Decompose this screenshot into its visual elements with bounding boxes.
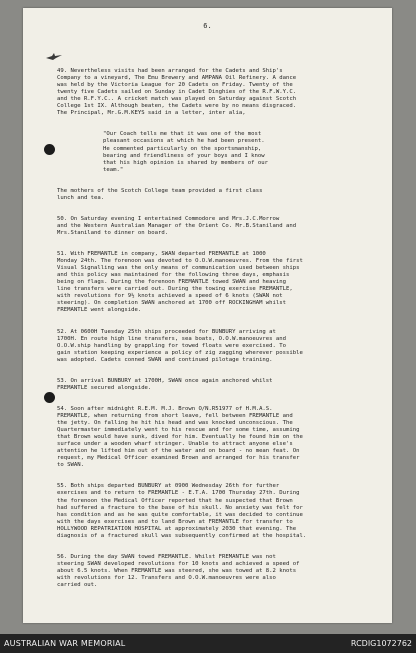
paragraph-49: 49. Nevertheless visits had been arranged for the Cadets and Ship's Company to a vineyard, The Emu Brewery and AMPANA Oil Refinery. A dance was held by the Victoria League for 20 Cadets on Friday. Twenty of the twenty five Cadets sailed on Sunday in Cadet Dinghies of the R.F.W.Y.C. and the R.F.Y.C.. A cricket match was played on Saturday against Scotch College 1st IX. Although beaten, the Cadets were by no means disgraced. The Principal, Mr.G.M.KEYS said in a letter, inter alia, bbox=[57, 68, 297, 117]
record-id: RCDIG1072762 bbox=[350, 639, 412, 648]
paragraph-51: 51. With FREMANTLE in company, SWAN departed FREMANTLE at 1000 Monday 24th. The forenoon was devoted to O.O.W.manoeuvres. From the first Visual Signalling was the only means of communication used between ships and this policy was maintained for the following three days, emphasis being on flags. During the forenoon FREMANTLE towed SWAN and heaving line transfers were carried out. During the towing exercise FREMANTLE, with revolutions for 9½ knots achieved a speed of 6 knots (SWAN not steering). On completion SWAN anchored at 1700 off ROCKINGHAM whilst FREMANTLE went alongside. bbox=[57, 251, 303, 314]
paragraph-52: 52. At 0600H Tuesday 25th ships proceeded for BUNBURY arriving at 1700H. En route high line transfers, sea boats, O.O.W.manoeuvres and O.O.W.ship handling by grappling for towed floats were exercised. To gain station keeping experience a policy of zig zagging wherever possible was adopted. Cadets conned SWAN and continued pilotage training. bbox=[57, 328, 303, 363]
paragraph-lunch: The mothers of the Scotch College team provided a first class lunch and tea. bbox=[57, 187, 263, 201]
punch-hole bbox=[44, 144, 55, 155]
punch-hole bbox=[44, 392, 55, 403]
bird-mark-icon bbox=[45, 52, 63, 61]
document-page bbox=[23, 8, 392, 623]
archive-name: AUSTRALIAN WAR MEMORIAL bbox=[4, 639, 126, 648]
paragraph-54: 54. Soon after midnight R.E.M. M.J. Brown O/N.R51977 of H.M.A.S. FREMANTLE, when returning from short leave, fell between FREMANTLE and the jetty. On falling he hit his head and was knocked unconscious. The Quartermaster immediately went to his rescue and for some time, assuming that Brown would have sunk, dived for him. Eventually he found him on the surface under a wooden wharf stringer. Unable to attract anyone else's attention he lifted him out of the water and on board - no mean feat. On request, my Medical Officer examined Brown and arranged for his transfer to SWAN. bbox=[57, 405, 303, 469]
archive-footer bbox=[0, 634, 416, 653]
paragraph-53: 53. On arrival BUNBURY at 1700H, SWAN once again anchored whilst FREMANTLE secured alongside. bbox=[57, 377, 273, 391]
quoted-letter: "Our Coach tells me that it was one of the most pleasant occasions at which he had been present. He commented particularly on the sportsmanship, bearing and friendliness of your boys and I know that his high opinion is shared by members of our team." bbox=[103, 131, 269, 173]
page-number: 6. bbox=[203, 22, 212, 30]
paragraph-55: 55. Both ships departed BUNBURY at 0900 Wednesday 26th for further exercises and to return to FREMANTLE - E.T.A. 1700 Thursday 27th. During the forenoon the Medical Officer reported that he suspected that Brown had suffered a fracture to the base of his skull. No anxiety was felt for has condition and as he was quite comfortable, it was decided to continue with the days exercises and to land Brown at FREMANTLE for transfer to HOLLYWOOD REPATRIATION HOSPITAL at approximately 2030 that evening. The diagnosis of a fractured skull was subsequently confirmed at the hospital. bbox=[57, 483, 307, 539]
paragraph-56: 56. During the day SWAN towed FREMANTLE. Whilst FREMANTLE was not steering SWAN developed revolutions for 10 knots and achieved a speed of about 6.5 knots. When FREMANTLE was steered, she was towed at 8.2 knots with revolutions for 12. Transfers and O.O.W.manoeuvres were also carried out. bbox=[57, 553, 300, 589]
document-body bbox=[57, 61, 383, 603]
paragraph-50: 50. On Saturday evening I entertained Commodore and Mrs.J.C.Morrow and the Western Australian Manager of the Orient Co. Mr.B.Staniland and Mrs.Staniland to dinner on board. bbox=[57, 215, 297, 236]
